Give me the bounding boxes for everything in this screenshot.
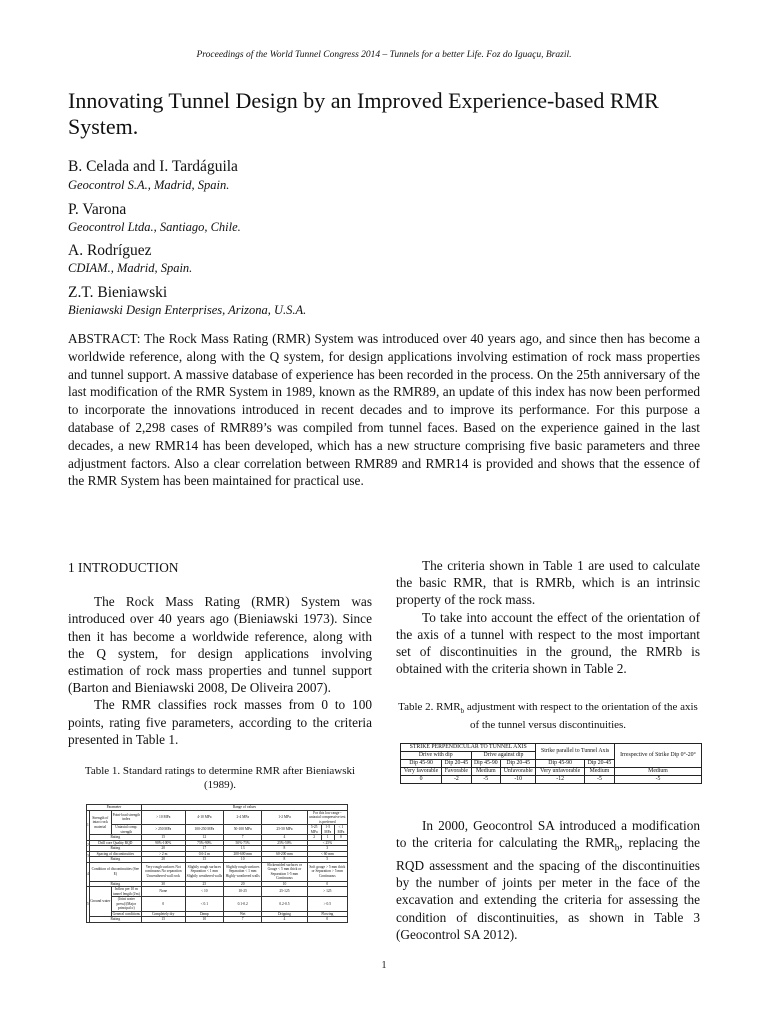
table-cell: 25%-50% [262, 840, 307, 846]
table-cell: Very favorable [401, 768, 442, 776]
table-cell: None [141, 887, 185, 897]
table-cell: < 10 [185, 887, 224, 897]
abstract: ABSTRACT: The Rock Mass Rating (RMR) System was introduced over 40 years ago, and since then has become a worldwide reference, along with the Q system, for design applications involving estimation of rock mass properties and tunnel support. A massive database of experience has been recorded in the process. On the 25th anniversary of the last modification of the RMR System in 1989, known as the RMR89, an update of this index has now been performed to incorporate the innovations introduced in recent decades and to improve its performance. For this purpose a database of 2,298 cases of RMR89’s was compiled from tunnel faces. Based on the experience gained in the last decades, a new RMR14 has been developed, which has a new structure comprising five basic parameters and three adjustment factors. Also a clear correlation between RMR89 and RMR14 is provided and shows that the essence of the RMR System has been maintained for practical use. [68, 331, 700, 489]
table-cell: General conditions [112, 911, 140, 916]
table-cell: Drill core Quality RQD [89, 840, 141, 846]
paragraph: The RMR classifies rock masses from 0 to 100 points, rating five parameters, according to the criteria presented in Table 1. [68, 697, 372, 747]
paper-title: Innovating Tunnel Design by an Improved Experience-based RMR System. [68, 88, 659, 139]
table-cell: 2 [307, 835, 321, 841]
table-cell: Drive against dip [471, 752, 536, 760]
table-cell: 10 [224, 857, 262, 863]
table-cell: Irrespective of Strike Dip 0°-20° [615, 744, 702, 768]
table-cell: Dip 45-90 [536, 760, 585, 768]
table-cell: Dripping [262, 911, 307, 917]
table-cell: 25-50 MPa [262, 825, 307, 835]
table-cell: 5 [87, 887, 90, 923]
author-affiliation: Geocontrol Ltda., Santiago, Chile. [68, 220, 241, 234]
table-cell: Range of values [141, 805, 347, 811]
table-cell: Dip 45-90 [471, 760, 500, 768]
table-cell: Completely dry [141, 911, 185, 917]
table-cell: Rating [89, 835, 141, 841]
table-cell: 10 [185, 917, 224, 923]
table-cell: Medium [584, 768, 614, 776]
table-cell: 0 [334, 835, 347, 841]
table-cell: 8 [262, 857, 307, 863]
table-cell: < 1 MPa [334, 825, 347, 835]
section-heading: 1 INTRODUCTION [68, 560, 179, 575]
table-cell: 90%-100% [141, 840, 185, 846]
table-cell: > 10 MPa [141, 810, 185, 825]
table-cell: Very rough surfaces Not continuous No separation Unweathered wall rock [141, 862, 185, 881]
table-cell: 25 [185, 881, 224, 887]
paragraph: The Rock Mass Rating (RMR) System was introduced over 40 years ago (Bieniawski 1973). Since then it has become a worldwide reference, along with the Q system, for design applications involving estimation of rock mass properties and tunnel support (Barton and Bieniawski 2008, De Oliveira 2007). [68, 594, 372, 696]
paragraph-subscript: b [614, 842, 620, 853]
table-cell: Dip 45-90 [401, 760, 442, 768]
right-column-bottom [396, 817, 700, 943]
table-cell: 60-200 mm [262, 851, 307, 857]
table-cell: 50-100 MPa [224, 825, 262, 835]
table-cell: 200-600 mm [224, 851, 262, 857]
table-cell: Damp [185, 911, 224, 917]
table-cell: 0 [141, 897, 185, 912]
table-cell: -5 [471, 776, 500, 784]
left-column [68, 559, 372, 923]
table-cell: > 125 [307, 887, 347, 897]
author-name: A. Rodríguez [68, 242, 152, 259]
table-row [87, 887, 348, 897]
table-cell: Slickensided surfaces or Gouge < 5 mm thick or Separation 1-5 mm Continuous [262, 862, 307, 881]
table-cell: Rating [89, 846, 141, 852]
table-cell: 75%-90% [185, 840, 224, 846]
table-cell: 0.2-0.5 [262, 897, 307, 912]
table-row [87, 810, 348, 825]
table-cell: 50%-75% [224, 840, 262, 846]
table-cell: 12 [185, 835, 224, 841]
table-cell: STRIKE PERPENDICULAR TO TUNNEL AXIS [401, 744, 536, 752]
author-name: Z.T. Bieniawski [68, 284, 168, 301]
table-cell: Strike parallel to Tunnel Axis [536, 744, 615, 760]
table-cell: > 250 MPa [141, 825, 185, 835]
table-cell: 2-4 MPa [224, 810, 262, 825]
table-cell: 1 [321, 835, 334, 841]
table1 [86, 804, 348, 923]
caption-text: Table 2. RMR [398, 701, 461, 713]
table-cell: Very unfavorable [536, 768, 585, 776]
table-cell: 7 [224, 917, 262, 923]
table-cell: Dip 20-45 [442, 760, 471, 768]
table-cell: < 60 mm [307, 851, 347, 857]
table-cell: 0.1-0.2 [224, 897, 262, 912]
table-cell: 0 [307, 881, 347, 887]
table-cell: 3 [87, 851, 90, 862]
table-cell: 0 [401, 776, 442, 784]
paragraph: The criteria shown in Table 1 are used to calculate the basic RMR, that is RMRb, which is an intrinsic property of the rock mass. [396, 558, 700, 608]
table-cell: -12 [536, 776, 585, 784]
table-cell: -5 [615, 776, 702, 784]
paragraph: To take into account the effect of the orientation of the axis of a tunnel with respect to the most important set of discontinuities in the ground, the RMRb is obtained with the criteria shown in Table 2. [396, 609, 700, 677]
table-cell: Medium [471, 768, 500, 776]
table-cell: Dip 20-45 [584, 760, 614, 768]
table-cell: 0.6-2 m [185, 851, 224, 857]
table-row [401, 768, 702, 776]
table-cell: 100-250 MPa [185, 825, 224, 835]
table-cell: 1 [87, 810, 90, 840]
table-cell: < 25% [307, 840, 347, 846]
paragraph-text: In 2000, Geocontrol SA introduced a modification to the criteria for calculating the RMR [396, 818, 700, 851]
table-cell: 13 [224, 846, 262, 852]
right-column-top [396, 557, 700, 677]
table-cell: 10 [262, 881, 307, 887]
author-affiliation: CDIAM., Madrid, Spain. [68, 261, 193, 275]
table-cell: 4-10 MPa [185, 810, 224, 825]
table-cell: Spacing of discontinuities [89, 851, 141, 857]
table-cell: Slightly rough surfaces Separation < 1 mm Slightly weathered walls [185, 862, 224, 881]
table-cell: Rating [89, 917, 141, 923]
author-name: B. Celada and I. Tardáguila [68, 158, 238, 175]
table-row [87, 825, 348, 835]
table-cell: > 0.5 [307, 897, 347, 912]
table-cell: Strength of intact rock material [89, 810, 111, 835]
table-cell: Uniaxial comp. strength [111, 825, 141, 835]
table1-caption: Table 1. Standard ratings to determine RMR after Bieniawski (1989). [84, 765, 356, 792]
table-cell: 4 [87, 862, 90, 887]
table-cell: Wet [224, 911, 262, 917]
table-cell: 25-125 [262, 887, 307, 897]
author-name: P. Varona [68, 201, 127, 218]
table-cell: For this low range - uniaxial compressive test is preferred [307, 810, 347, 825]
table-row [87, 897, 348, 912]
paragraph [396, 817, 700, 943]
table-cell: 5 [307, 857, 347, 863]
page-number: 1 [381, 960, 387, 971]
table-cell: 1-5 MPa [321, 825, 334, 835]
table-row [87, 862, 348, 881]
table-cell: -5 [584, 776, 614, 784]
table-cell: Favorable [442, 768, 471, 776]
caption-text: adjustment with respect to the orientation of the axis of the tunnel versus discontinuities. [464, 701, 698, 732]
table-cell: 30 [141, 881, 185, 887]
table-cell: 4 [262, 917, 307, 923]
table-row [401, 776, 702, 784]
table-cell: Ground water [89, 887, 111, 917]
table-cell: Inflow per 10 m tunnel length (l/m) [112, 887, 140, 896]
table-cell: 2 [87, 840, 90, 851]
table-cell: -2 [442, 776, 471, 784]
table2 [400, 743, 702, 784]
table-cell: Point-load strength index [111, 810, 141, 825]
table-cell: -10 [501, 776, 536, 784]
table-cell: 20 [141, 857, 185, 863]
table-cell: Medium [615, 768, 702, 776]
table-cell: (Joint water press)/(Major principal σ) [111, 897, 141, 912]
caption-subscript: b [460, 707, 465, 716]
table-cell: Soft gouge > 5 mm thick or Separation > 5 mm Continuous [307, 862, 347, 881]
table-cell: 3 [307, 846, 347, 852]
table-cell: 8 [262, 846, 307, 852]
table-cell: 0 [307, 917, 347, 923]
table-cell: 20 [141, 846, 185, 852]
table-cell: Slightly rough surfaces Separation < 1 mm Highly weathered walls [224, 862, 262, 881]
table-cell: Rating [89, 857, 141, 863]
proceedings-header: Proceedings of the World Tunnel Congress 2014 – Tunnels for a better Life. Foz do Iguaçu, Brazil. [196, 50, 572, 60]
table-cell: < 0.1 [185, 897, 224, 912]
table-cell: Dip 20-45 [501, 760, 536, 768]
table-cell: Rating [89, 881, 141, 887]
author-affiliation: Bieniawski Design Enterprises, Arizona, U.S.A. [68, 303, 307, 317]
table-cell: > 2 m [141, 851, 185, 857]
table-cell: 4 [262, 835, 307, 841]
table-cell: 1-2 MPa [262, 810, 307, 825]
table-cell: 15 [141, 917, 185, 923]
table-cell: Flowing [307, 911, 347, 917]
table2-caption [396, 700, 700, 732]
table-cell: 10-25 [224, 887, 262, 897]
table-cell: 15 [141, 835, 185, 841]
table-row [401, 744, 702, 752]
table-cell: Unfavorable [501, 768, 536, 776]
table-row [87, 917, 348, 923]
table1-wrapper [86, 804, 348, 923]
table-cell: 7 [224, 835, 262, 841]
author-affiliation: Geocontrol S.A., Madrid, Spain. [68, 178, 230, 192]
paragraph-text: , replacing the RQD assessment and the spacing of the discontinuities by the number of joints per meter in the face of the excavation and extending the criteria for assessing the condition of discontinuities, as shown in Table 3 (Geocontrol SA 2012). [396, 835, 700, 942]
table-cell: 17 [185, 846, 224, 852]
table-cell: 5-25 MPa [307, 825, 321, 835]
table-cell: Drive with dip [401, 752, 472, 760]
table-cell: Parameter [87, 805, 142, 811]
table-cell: 20 [224, 881, 262, 887]
table-cell: Condition of discontinuities (See E) [89, 862, 141, 881]
table-cell: 15 [185, 857, 224, 863]
